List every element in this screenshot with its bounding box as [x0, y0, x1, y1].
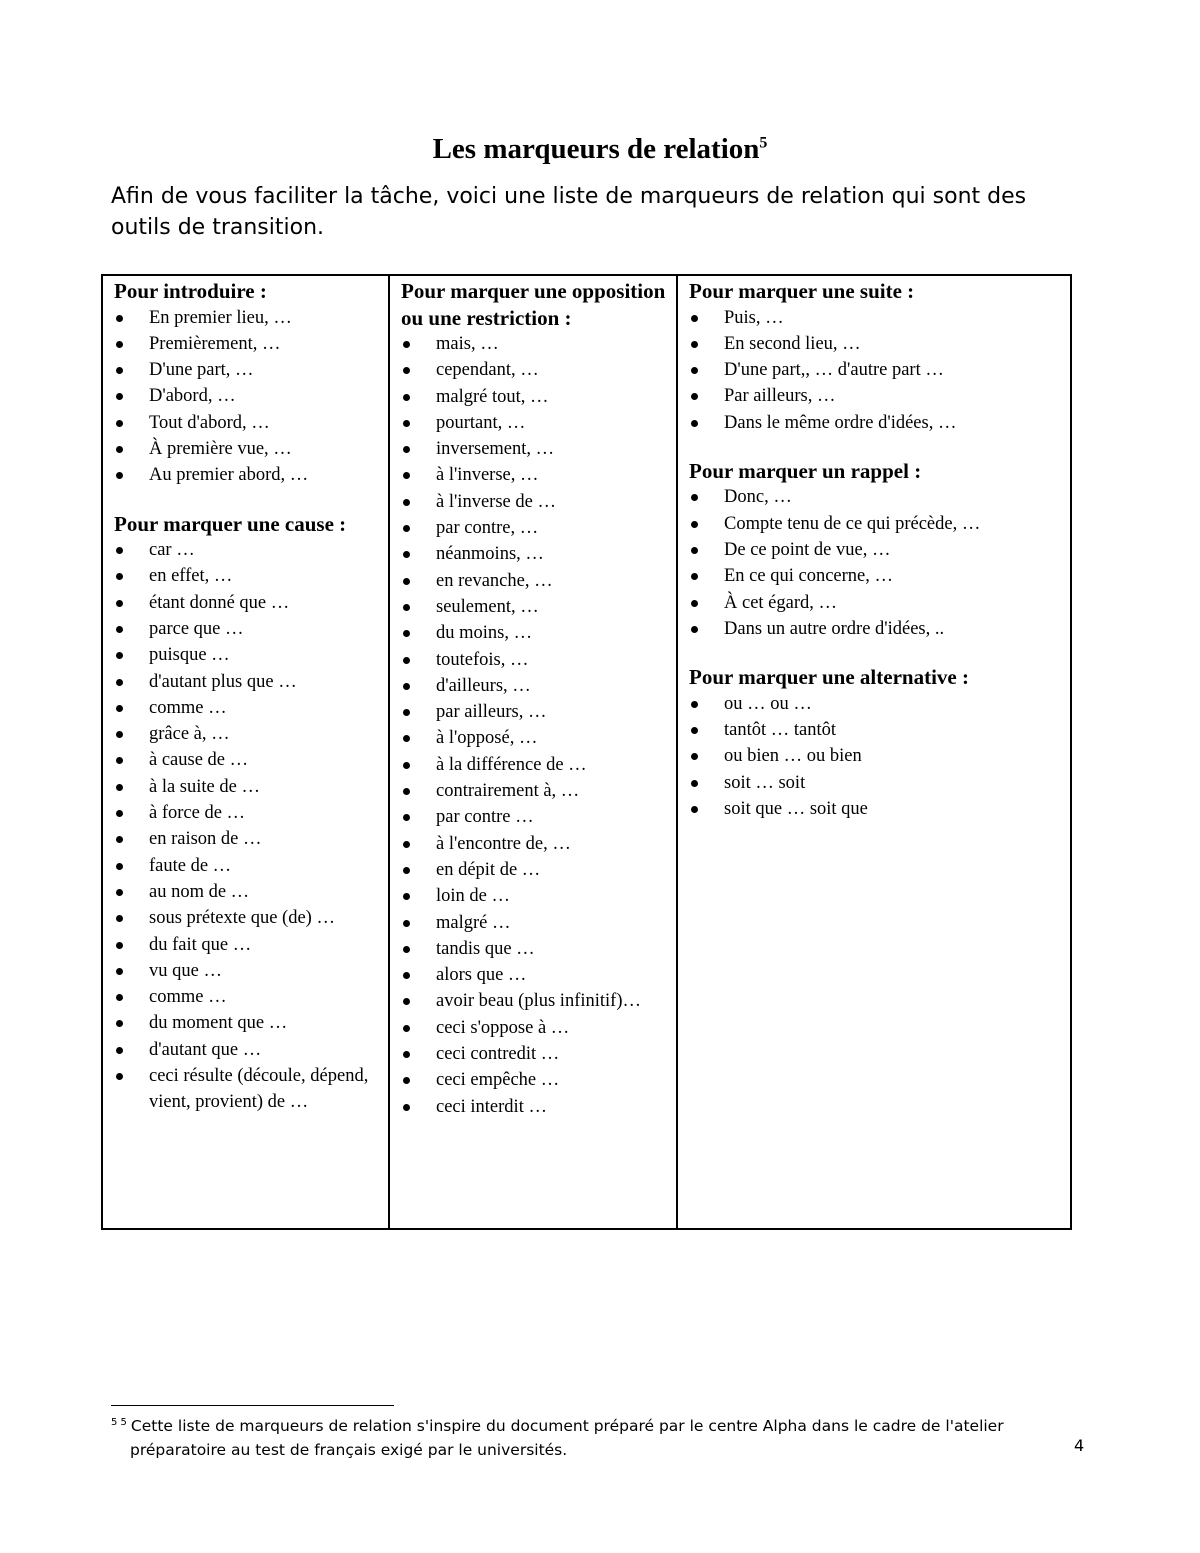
list-item: Premièrement, … [114, 331, 380, 357]
list-item: tantôt … tantôt [689, 717, 1062, 743]
list-item: du moment que … [114, 1010, 380, 1036]
column-suite-rappel-alternative [677, 275, 1071, 1229]
section-heading-rappel: Pour marquer un rappel : [689, 458, 922, 483]
section-heading-opposition: Pour marquer une opposition ou une restriction : [401, 279, 666, 330]
list-item: du moins, … [401, 620, 668, 646]
section-heading-suite: Pour marquer une suite : [689, 279, 915, 303]
list-item: par contre, … [401, 515, 668, 541]
page-title-text: Les marqueurs de relation [432, 133, 760, 166]
list-item: d'ailleurs, … [401, 673, 668, 699]
section-heading-introduce: Pour introduire : [114, 279, 267, 303]
list-item: à la différence de … [401, 752, 668, 778]
list-item: avoir beau (plus infinitif)… [401, 988, 668, 1014]
list-item: alors que … [401, 962, 668, 988]
list-item: sous prétexte que (de) … [114, 905, 380, 931]
list-item: À cet égard, … [689, 590, 1062, 616]
list-item: Donc, … [689, 484, 1062, 510]
list-item: ou … ou … [689, 691, 1062, 717]
list-item: Puis, … [689, 305, 1062, 331]
list-item: tandis que … [401, 936, 668, 962]
list-item: en raison de … [114, 826, 380, 852]
list-item: malgré … [401, 910, 668, 936]
footnote-line-2: préparatoire au test de français exigé par le universités. [130, 1441, 568, 1459]
intro-line-2: outils de transition. [111, 215, 325, 240]
list-item: comme … [114, 695, 380, 721]
footnote [111, 1414, 1071, 1462]
list-item: par contre … [401, 804, 668, 830]
list-item: ceci empêche … [401, 1067, 668, 1093]
list-suite [689, 305, 1062, 436]
list-item: cependant, … [401, 357, 668, 383]
list-item: ou bien … ou bien [689, 743, 1062, 769]
footnote-mark: 5 5 [111, 1416, 127, 1428]
list-item: par ailleurs, … [401, 699, 668, 725]
list-item: comme … [114, 984, 380, 1010]
list-item: D'une part, … [114, 357, 380, 383]
list-item: De ce point de vue, … [689, 537, 1062, 563]
list-item: Compte tenu de ce qui précède, … [689, 511, 1062, 537]
intro-line-1: Afin de vous faciliter la tâche, voici une liste de marqueurs de relation qui sont des [111, 184, 1027, 209]
list-item: D'une part,, … d'autre part … [689, 357, 1062, 383]
footnote-text-1: Cette liste de marqueurs de relation s'inspire du document préparé par le centre Alpha dans le cadre de l'atelier [130, 1417, 1004, 1435]
list-item: à force de … [114, 800, 380, 826]
list-item: en revanche, … [401, 568, 668, 594]
list-item: d'autant plus que … [114, 669, 380, 695]
list-item: En second lieu, … [689, 331, 1062, 357]
list-item: en dépit de … [401, 857, 668, 883]
list-item: faute de … [114, 853, 380, 879]
markers-table [101, 274, 1072, 1230]
list-item: à l'opposé, … [401, 725, 668, 751]
list-item: ceci résulte (découle, dépend, vient, provient) de … [114, 1063, 380, 1116]
footnote-divider [111, 1405, 394, 1406]
list-item: grâce à, … [114, 721, 380, 747]
list-item: Par ailleurs, … [689, 383, 1062, 409]
title-footnote-mark[interactable]: 5 [759, 134, 768, 152]
list-opposition [401, 331, 668, 1120]
page-number: 4 [1074, 1436, 1085, 1455]
list-item: En ce qui concerne, … [689, 563, 1062, 589]
list-cause [114, 537, 380, 1116]
list-item: seulement, … [401, 594, 668, 620]
list-item: soit que … soit que [689, 796, 1062, 822]
intro-paragraph [111, 181, 1071, 243]
list-item: contrairement à, … [401, 778, 668, 804]
list-item: mais, … [401, 331, 668, 357]
list-item: D'abord, … [114, 383, 380, 409]
list-item: puisque … [114, 642, 380, 668]
list-item: car … [114, 537, 380, 563]
list-item: Tout d'abord, … [114, 410, 380, 436]
list-item: soit … soit [689, 770, 1062, 796]
list-item: à l'encontre de, … [401, 831, 668, 857]
list-item: Au premier abord, … [114, 462, 380, 488]
list-item: néanmoins, … [401, 541, 668, 567]
footnote-line-1 [111, 1414, 1071, 1438]
list-item: inversement, … [401, 436, 668, 462]
list-item: à l'inverse de … [401, 489, 668, 515]
list-item: du fait que … [114, 932, 380, 958]
column-introduce-cause [102, 275, 389, 1229]
list-item: En premier lieu, … [114, 305, 380, 331]
section-heading-cause: Pour marquer une cause : [114, 511, 347, 536]
column-opposition [389, 275, 677, 1229]
list-item: en effet, … [114, 563, 380, 589]
list-item: à cause de … [114, 747, 380, 773]
list-rappel [689, 484, 1062, 642]
list-item: ceci interdit … [401, 1094, 668, 1120]
list-item: à l'inverse, … [401, 462, 668, 488]
list-item: loin de … [401, 883, 668, 909]
list-item: malgré tout, … [401, 384, 668, 410]
list-item: toutefois, … [401, 647, 668, 673]
list-introduce [114, 305, 380, 489]
markers-table-row [102, 275, 1071, 1229]
list-item: d'autant que … [114, 1037, 380, 1063]
list-item: au nom de … [114, 879, 380, 905]
section-heading-alternative: Pour marquer une alternative : [689, 665, 969, 690]
list-item: parce que … [114, 616, 380, 642]
list-item: vu que … [114, 958, 380, 984]
list-item: à la suite de … [114, 774, 380, 800]
page-title [0, 131, 1200, 167]
list-item: À première vue, … [114, 436, 380, 462]
list-item: pourtant, … [401, 410, 668, 436]
list-alternative [689, 691, 1062, 822]
list-item: Dans un autre ordre d'idées, .. [689, 616, 1062, 642]
list-item: étant donné que … [114, 590, 380, 616]
list-item: ceci contredit … [401, 1041, 668, 1067]
list-item: Dans le même ordre d'idées, … [689, 410, 1062, 436]
list-item: ceci s'oppose à … [401, 1015, 668, 1041]
